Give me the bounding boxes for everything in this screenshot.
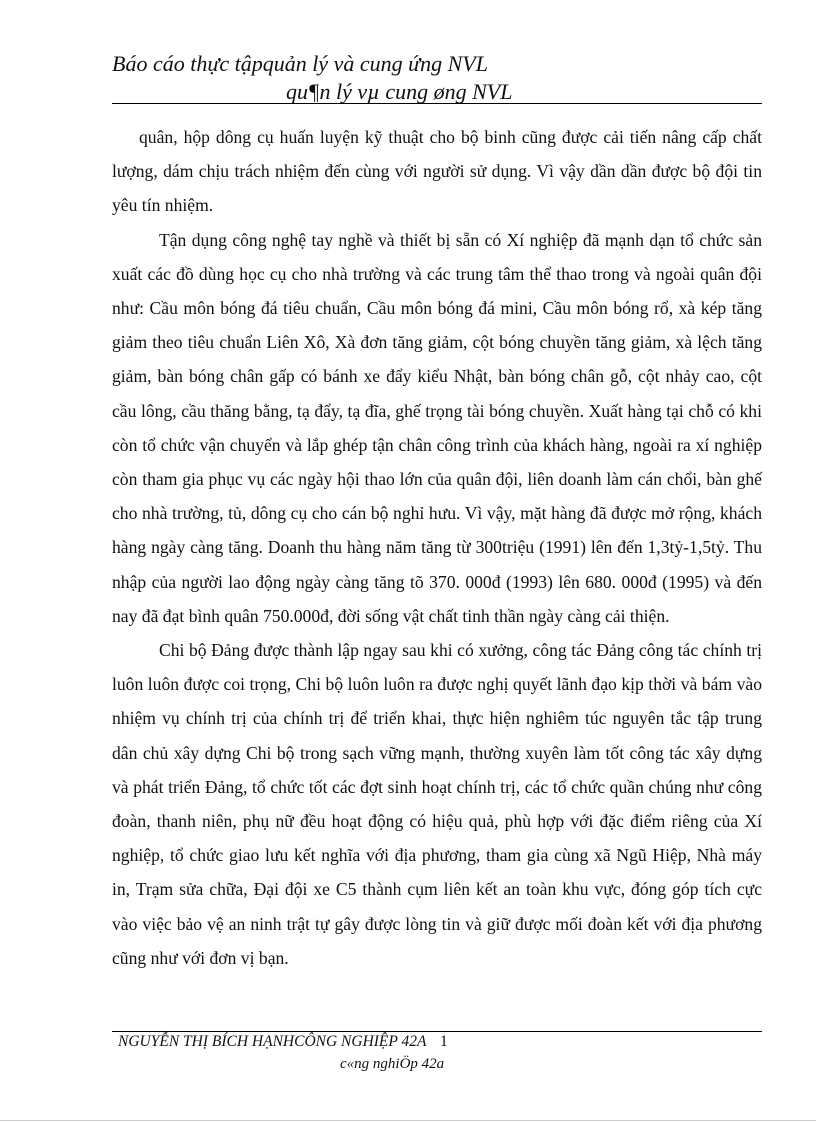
footer-divider [112,1031,762,1032]
header-title: Báo cáo thực tậpquản lý và cung ứng NVL [112,51,488,76]
paragraph-2: Tận dụng công nghệ tay nghề và thiết bị sẵn có Xí nghiệp đã mạnh dạn tổ chức sản xuất các đồ dùng học cụ cho nhà trường và các trung tâm thể thao trong và ngoài quân đội như: Cầu môn bóng đá tiêu chuẩn, Cầu môn bóng đá mini, Cầu môn bóng rổ, xà kép tăng giảm theo tiêu chuẩn Liên Xô, Xà đơn tăng giảm, cột bóng chuyền tăng giảm, xà lệch tăng giảm, bàn bóng chân gấp có bánh xe đẩy kiểu Nhật, bàn bóng chân gỗ, cột nhảy cao, cột cầu lông, cầu thăng bằng, tạ đẩy, tạ đĩa, ghế trọng tài bóng chuyền. Xuất hàng tại chỗ có khi còn tổ chức vận chuyển và lắp ghép tận chân công trình của khách hàng, ngoài ra xí nghiệp còn tham gia phục vụ các ngày hội thao lớn của quân đội, liên doanh làm cán chổi, bàn ghế cho nhà trường, tủ, dông cụ cho cán bộ nghỉ hưu. Vì vậy, mặt hàng đã được mở rộng, khách hàng ngày càng tăng. Doanh thu hàng năm tăng từ 300triệu (1991) lên đến 1,3tỷ-1,5tỷ. Thu nhập của người lao động ngày càng tăng tõ 370. 000đ (1993) lên 680. 000đ (1995) và đến nay đã đạt bình quân 750.000đ, đời sống vật chất tinh thần ngày càng cải thiện. [112,229,762,626]
paragraph-1: quân, hộp dông cụ huấn luyện kỹ thuật cho bộ binh cũng được cải tiến nâng cấp chất lượng, dám chịu trách nhiệm đến cùng với người sử dụng. Vì vậy dần dần được bộ đội tin yêu tín nhiệm. [112,127,762,216]
page-bottom-edge [0,1120,816,1121]
header-divider [112,103,762,104]
document-body [112,120,762,975]
footer-author: NGUYỄN THỊ BÍCH HẠNHCÔNG NGHIỆP 42A [118,1033,427,1050]
paragraph-3: Chi bộ Đảng được thành lập ngay sau khi có xưởng, công tác Đảng công tác chính trị luôn luôn được coi trọng, Chi bộ luôn luôn ra được nghị quyết lãnh đạo kịp thời và bám vào nhiệm vụ chính trị của chính trị để triển khai, thực hiện nghiêm túc nguyên tắc tập trung dân chủ xây dựng Chi bộ trong sạch vững mạnh, thường xuyên làm tốt công tác xây dựng và phát triển Đảng, tổ chức tốt các đợt sinh hoạt chính trị, các tổ chức quần chúng như công đoàn, thanh niên, phụ nữ đều hoạt động có hiệu quả, phù hợp với đặc điểm riêng của Xí nghiệp, tổ chức giao lưu kết nghĩa với địa phương, tham gia cùng xã Ngũ Hiệp, Nhà máy in, Trạm sửa chữa, Đại đội xe C5 thành cụm liên kết an toàn khu vực, đóng góp tích cực vào việc bảo vệ an ninh trật tự gây được lòng tin và giữ được mối đoàn kết với địa phương cũng như với đơn vị bạn. [112,640,762,968]
header-subtitle: qu¶n lý vµ cung øng NVL [286,79,513,104]
page-number: 1 [440,1033,448,1050]
footer-subtitle: c«ng nghiÖp 42a [340,1056,445,1072]
